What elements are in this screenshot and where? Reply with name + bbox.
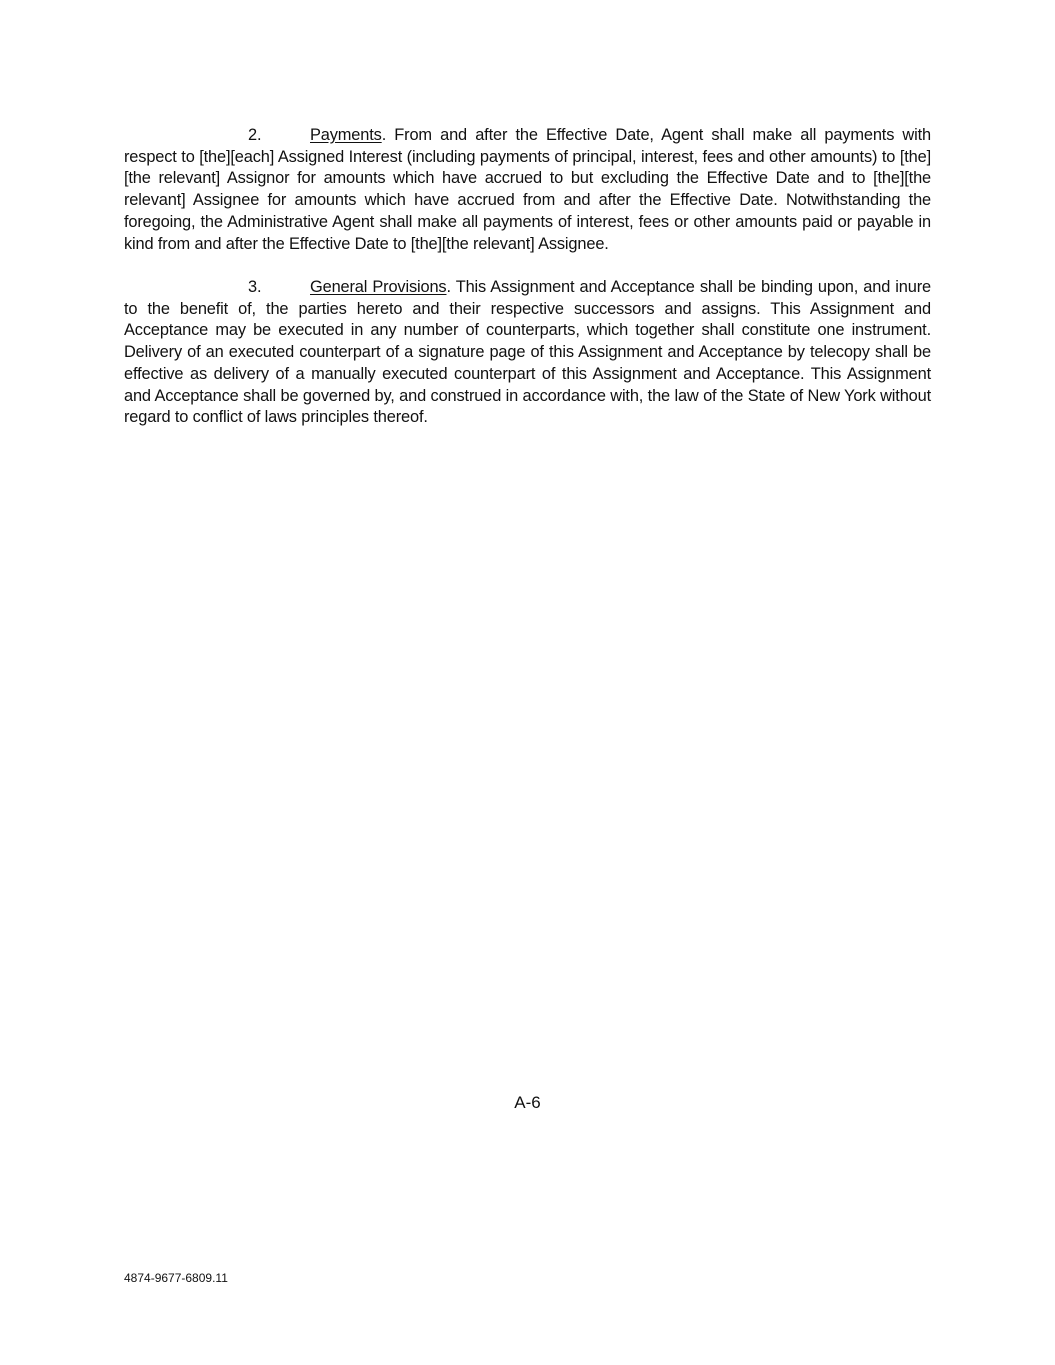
paragraph-number: 3. — [248, 278, 262, 296]
page-number: A-6 — [514, 1093, 541, 1112]
paragraph-heading: General Provisions — [310, 278, 447, 296]
paragraph-payments — [124, 125, 931, 255]
document-id: 4874-9677-6809.11 — [124, 1271, 228, 1285]
paragraph-general-provisions — [124, 277, 931, 429]
paragraph-body: . This Assignment and Acceptance shall be binding upon, and inure to the benefit of, the parties hereto and their respective successors and assigns. This Assignment and Acceptance may be executed in any number of counterparts, which together shall constitute one instrument. Delivery of an executed counterpart of a signature page of this Assignment and Acceptance by telecopy shall be effective as delivery of a manually executed counterpart of this Assignment and Acceptance. This Assignment and Acceptance shall be governed by, and construed in accordance with, the law of the State of New York without regard to conflict of laws principles thereof. — [124, 278, 931, 427]
paragraph-body: . From and after the Effective Date, Agent shall make all payments with respect to [the][each] Assigned Interest (including payments of principal, interest, fees and other amounts) to [the][the relevant] Assignor for amounts which have accrued to but excluding the Effective Date and to [the][the relevant] Assignee for amounts which have accrued from and after the Effective Date. Notwithstanding the foregoing, the Administrative Agent shall make all payments of interest, fees or other amounts paid or payable in kind from and after the Effective Date to [the][the relevant] Assignee. — [124, 126, 931, 253]
paragraph-number: 2. — [248, 126, 262, 144]
paragraph-heading: Payments — [310, 126, 382, 144]
